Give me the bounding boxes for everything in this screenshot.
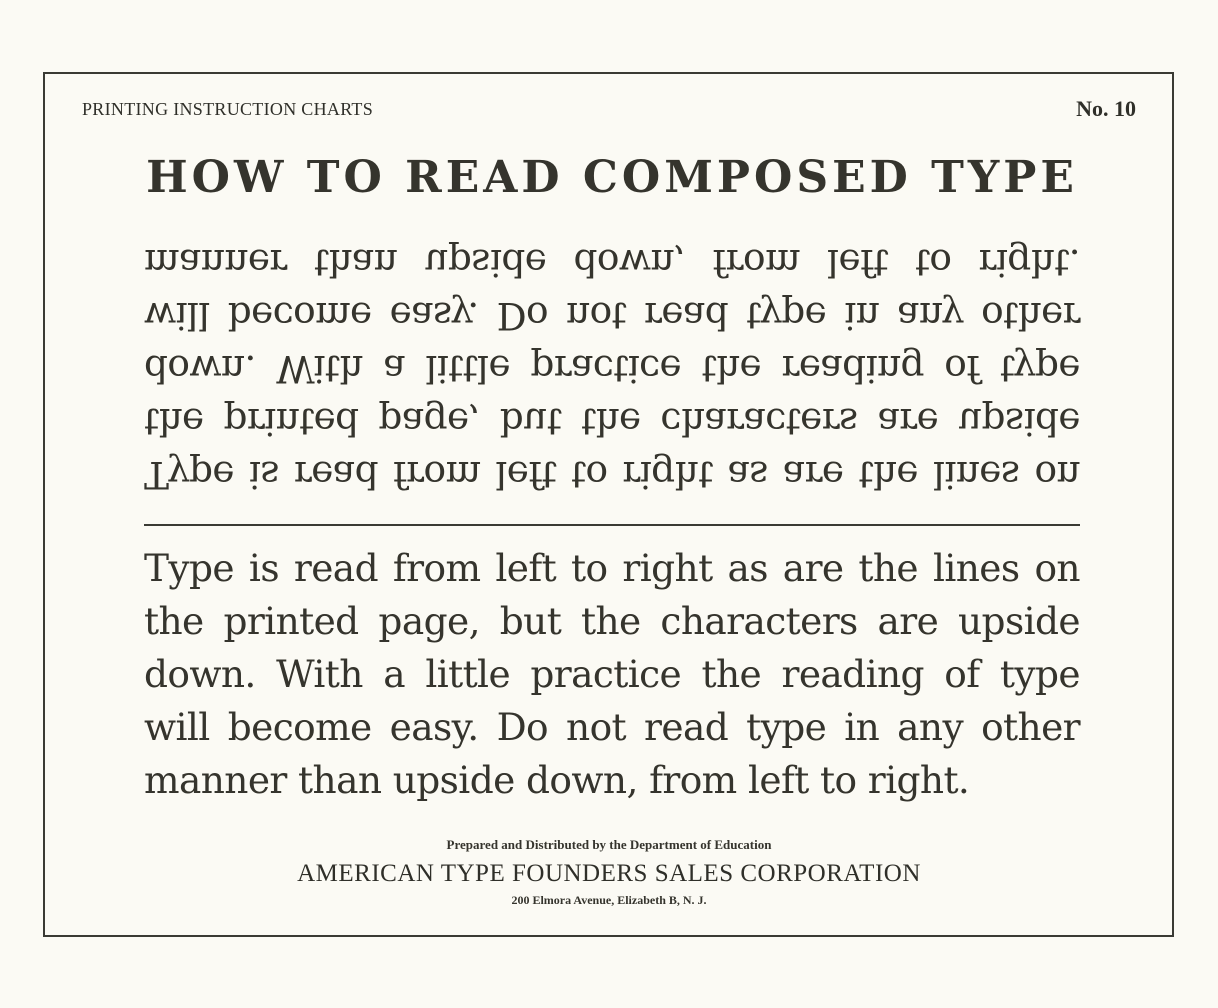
printed-line: Type is read from left to right as are the lines on (144, 546, 1080, 590)
printed-line: down. With a little practice the reading of type (144, 652, 1080, 696)
divider-rule (144, 524, 1080, 526)
printed-line: will become easy. Do not read type in any other (144, 705, 1080, 749)
composed-type-line: Type is read from left to right as are the lines on (144, 453, 1080, 497)
composed-type-text (144, 236, 1080, 501)
printed-text-block (144, 542, 1080, 807)
series-label: PRINTING INSTRUCTION CHARTS (82, 99, 374, 119)
printed-line: manner than upside down, from left to right. (144, 758, 970, 802)
composed-type-line: down. With a little practice the reading of type (144, 347, 1080, 391)
composed-type-line: the printed page, but the characters are upside (144, 400, 1080, 444)
page-title: HOW TO READ COMPOSED TYPE (146, 152, 1078, 203)
composed-type-block (144, 236, 1080, 501)
composed-type-line: will become easy. Do not read type in any other (144, 294, 1080, 338)
address-line: 200 Elmora Avenue, Elizabeth B, N. J. (511, 893, 707, 907)
printed-line: the printed page, but the characters are upside (144, 599, 1080, 643)
chart-number: No. 10 (1076, 96, 1136, 121)
credit-line: Prepared and Distributed by the Department of Education (446, 837, 772, 852)
composed-type-line: manner than upside down, from left to right. (144, 241, 1080, 285)
corporation-name: AMERICAN TYPE FOUNDERS SALES CORPORATION (297, 860, 921, 887)
